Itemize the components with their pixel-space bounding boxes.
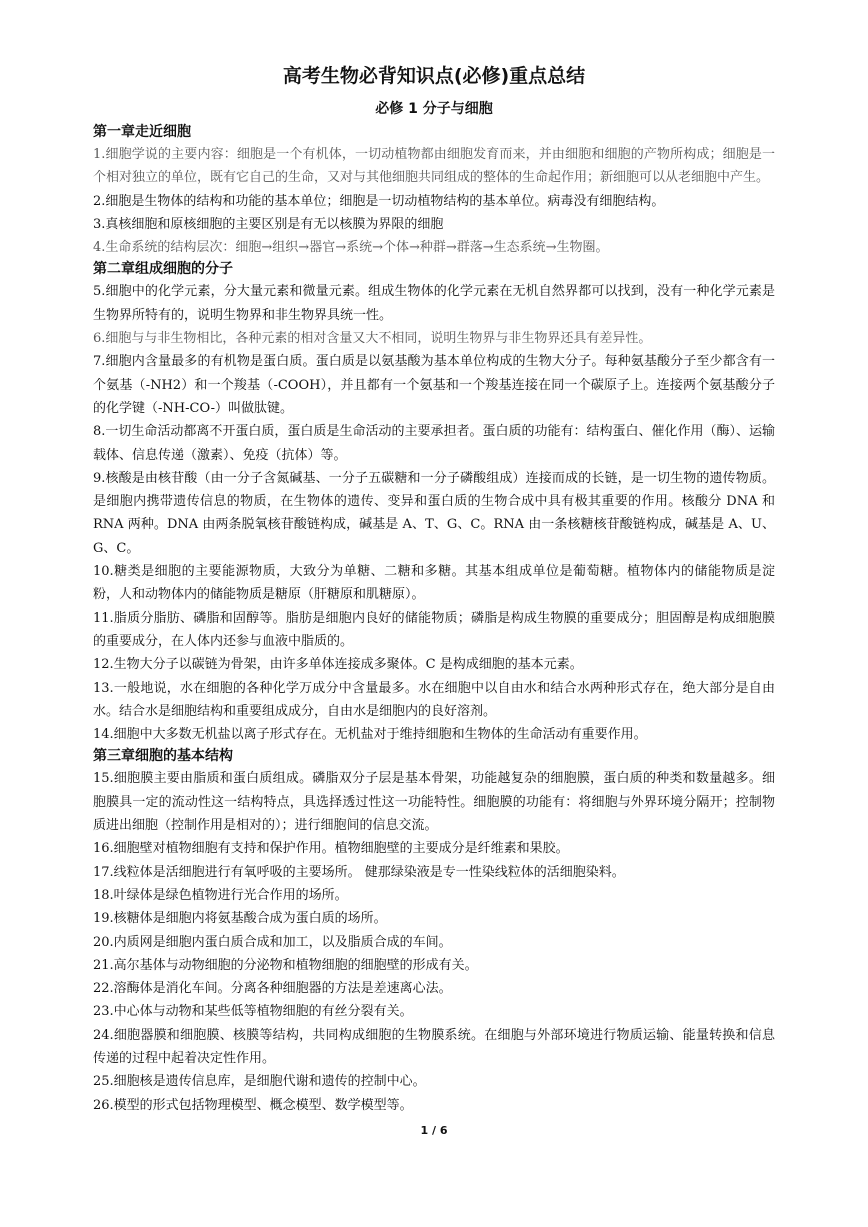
chapter-heading: 第一章走近细胞 (93, 124, 191, 140)
page-number: 1 / 6 (420, 1124, 448, 1137)
paragraph: 9.核酸是由核苷酸（由一分子含氮碱基、一分子五碳糖和一分子磷酸组成）连接而成的长链，是一切生物的遗传物质。是细胞内携带遗传信息的物质，在生物体的遗传、变异和蛋白质的生物合成中具有极其重要的作用。核酸分 DNA 和 RNA 两种。DNA 由两条脱氧核苷酸链构成，碱基是 A、T、G、C。RNA 由一条核糖核苷酸链构成，碱基是 A、U、G、C。 (93, 470, 775, 556)
paragraph: 2.细胞是生物体的结构和功能的基本单位；细胞是一切动植物结构的基本单位。病毒没有细胞结构。 (93, 193, 665, 209)
paragraph: 4.生命系统的结构层次：细胞→组织→器官→系统→个体→种群→群落→生态系统→生物圈。 (93, 240, 609, 256)
chapter-heading: 第二章组成细胞的分子 (93, 261, 233, 278)
paragraph: 21.高尔基体与动物细胞的分泌物和植物细胞的细胞壁的形成有关。 (93, 957, 478, 973)
paragraph: 24.细胞器膜和细胞膜、核膜等结构，共同构成细胞的生物膜系统。在细胞与外部环境进行物质运输、能量转换和信息传递的过程中起着决定性作用。 (93, 1027, 775, 1066)
paragraph: 13.一般地说，水在细胞的各种化学万成分中含量最多。水在细胞中以自由水和结合水两种形式存在，绝大部分是自由水。结合水是细胞结构和重要组成成分，自由水是细胞内的良好溶剂。 (93, 680, 775, 719)
paragraph: 19.核糖体是细胞内将氨基酸合成为蛋白质的场所。 (93, 911, 387, 927)
paragraph: 16.细胞壁对植物细胞有支持和保护作用。植物细胞壁的主要成分是纤维素和果胶。 (93, 841, 569, 857)
document-body (93, 122, 775, 1117)
paragraph: 1.细胞学说的主要内容：细胞是一个有机体，一切动植物都由细胞发育而来，并由细胞和细胞的产物所构成；细胞是一个相对独立的单位，既有它自己的生命，又对与其他细胞共同组成的整体的生命起作用；新细胞可以从老细胞中产生。 (93, 147, 775, 186)
paragraph: 11.脂质分脂肪、磷脂和固醇等。脂肪是细胞内良好的储能物质；磷脂是构成生物膜的重要成分；胆固醇是构成细胞膜的重要成分，在人体内还参与血液中脂质的。 (93, 610, 775, 649)
paragraph: 15.细胞膜主要由脂质和蛋白质组成。磷脂双分子层是基本骨架，功能越复杂的细胞膜，蛋白质的种类和数量越多。细胞膜具一定的流动性这一结构特点，具选择透过性这一功能特性。细胞膜的功能有：将细胞与外界环境分隔开；控制物质进出细胞（控制作用是相对的）；进行细胞间的信息交流。 (93, 771, 775, 834)
paragraph: 14.细胞中大多数无机盐以离子形式存在。无机盐对于维持细胞和生物体的生命活动有重要作用。 (93, 727, 647, 743)
paragraph: 22.溶酶体是消化车间。分离各种细胞器的方法是差速离心法。 (93, 981, 452, 997)
chapter-heading: 第三章细胞的基本结构 (93, 748, 233, 765)
paragraph: 17.线粒体是活细胞进行有氧呼吸的主要场所。 健那绿染液是专一性染线粒体的活细胞染料。 (93, 864, 625, 880)
paragraph: 7.细胞内含量最多的有机物是蛋白质。蛋白质是以氨基酸为基本单位构成的生物大分子。每种氨基酸分子至少都含有一个氨基（-NH2）和一个羧基（-COOH），并且都有一个氨基和一个羧基连接在同一个碳原子上。连接两个氨基酸分子的化学键（-NH-CO-）叫做肽键。 (93, 354, 775, 416)
paragraph: 20.内质网是细胞内蛋白质合成和加工，以及脂质合成的车间。 (93, 934, 452, 950)
paragraph: 10.糖类是细胞的主要能源物质，大致分为单糖、二糖和多糖。其基本组成单位是葡萄糖。植物体内的储能物质是淀粉，人和动物体内的储能物质是糖原（肝糖原和肌糖原）。 (93, 564, 775, 603)
paragraph: 18.叶绿体是绿色植物进行光合作用的场所。 (93, 887, 348, 903)
paragraph: 23.中心体与动物和某些低等植物细胞的有丝分裂有关。 (93, 1004, 413, 1020)
paragraph: 3.真核细胞和原核细胞的主要区别是有无以核膜为界限的细胞 (93, 216, 444, 232)
paragraph: 6.细胞与与非生物相比，各种元素的相对含量又大不相同，说明生物界与非生物界还具有差异性。 (93, 331, 652, 347)
paragraph: 25.细胞核是遗传信息库，是细胞代谢和遗传的控制中心。 (93, 1074, 426, 1090)
paragraph: 5.细胞中的化学元素，分大量元素和微量元素。组成生物体的化学元素在无机自然界都可以找到，没有一种化学元素是生物界所特有的，说明生物界和非生物界具统一性。 (93, 284, 775, 323)
page-subtitle: 必修 1 分子与细胞 (375, 101, 493, 117)
paragraph: 12.生物大分子以碳链为骨架，由许多单体连接成多聚体。C 是构成细胞的基本元素。 (93, 657, 583, 673)
paragraph: 26.模型的形式包括物理模型、概念模型、数学模型等。 (93, 1097, 413, 1113)
page-title: 高考生物必背知识点(必修)重点总结 (282, 65, 586, 87)
paragraph: 8.一切生命活动都离不开蛋白质，蛋白质是生命活动的主要承担者。蛋白质的功能有：结构蛋白、催化作用（酶）、运输载体、信息传递（激素）、免疫（抗体）等。 (93, 424, 775, 463)
